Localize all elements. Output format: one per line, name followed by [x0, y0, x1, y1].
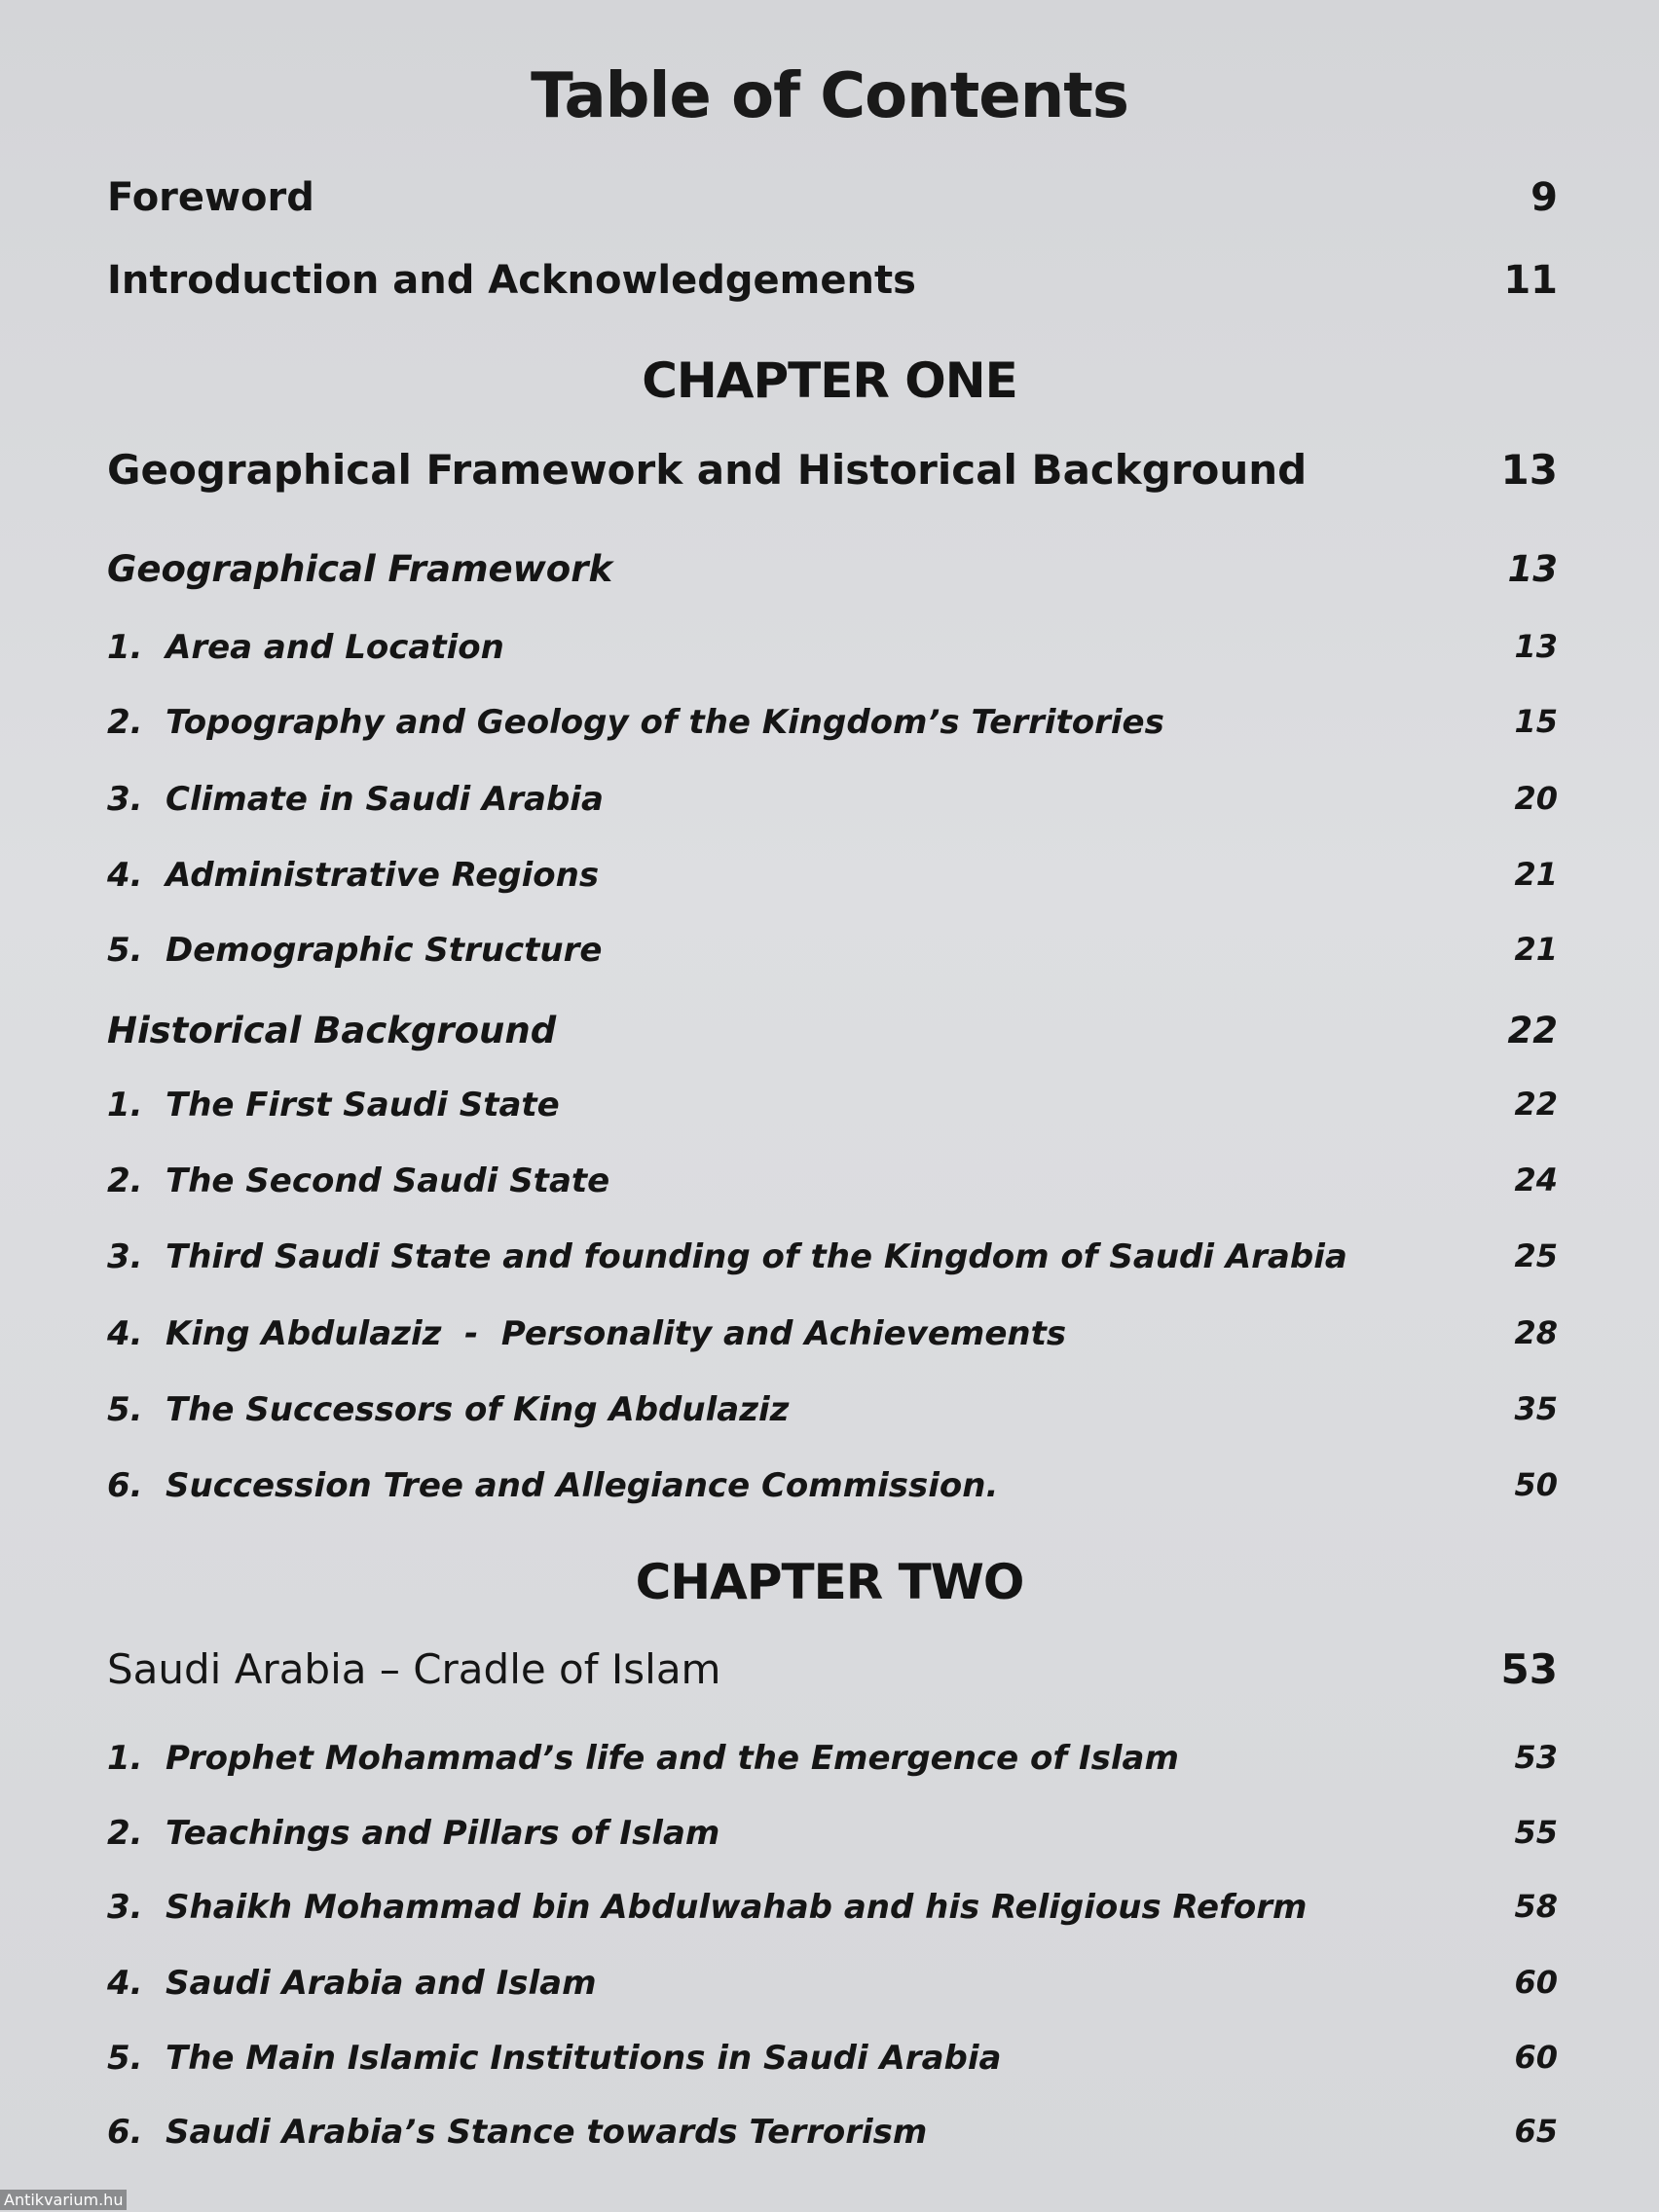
item-label: Saudi Arabia and Islam	[166, 1964, 597, 2003]
item-page: 20	[1514, 780, 1558, 817]
watermark: Antikvarium.hu	[0, 2190, 127, 2210]
item-page: 13	[1514, 628, 1558, 665]
entry-label: Introduction and Acknowledgements	[107, 258, 916, 303]
item-number: 3.	[107, 1888, 143, 1927]
chapter-title	[107, 1645, 1558, 1704]
toc-item	[107, 703, 1558, 761]
item-label: Teachings and Pillars of Islam	[166, 1814, 720, 1853]
item-page: 15	[1514, 703, 1558, 740]
chapter-title	[107, 446, 1558, 504]
chapter-title-page: 13	[1500, 446, 1558, 494]
item-number: 1.	[107, 628, 143, 667]
item-number: 2.	[107, 1814, 143, 1853]
section-page: 13	[1507, 548, 1558, 590]
section-label: Historical Background	[107, 1010, 557, 1051]
item-label: The First Saudi State	[166, 1086, 560, 1124]
entry-page: 11	[1503, 258, 1558, 303]
item-label: Climate in Saudi Arabia	[166, 780, 604, 819]
item-number: 3.	[107, 780, 143, 819]
toc-item	[107, 1814, 1558, 1872]
toc-item	[107, 1237, 1558, 1296]
item-number: 4.	[107, 1314, 143, 1353]
item-label: Topography and Geology of the Kingdom’s Territories	[166, 703, 1164, 742]
item-number: 2.	[107, 703, 143, 742]
item-page: 58	[1514, 1888, 1558, 1925]
item-number: 4.	[107, 856, 143, 895]
item-number: 1.	[107, 1086, 143, 1124]
item-number: 5.	[107, 931, 143, 970]
toc-item	[107, 1086, 1558, 1144]
item-page: 21	[1514, 931, 1558, 968]
item-page: 24	[1514, 1161, 1558, 1198]
page-title: Table of Contents	[531, 60, 1128, 132]
item-page: 60	[1514, 1964, 1558, 2001]
item-page: 60	[1514, 2039, 1558, 2076]
toc-item	[107, 1161, 1558, 1220]
item-page: 65	[1514, 2113, 1558, 2150]
toc-item	[107, 780, 1558, 838]
item-page: 21	[1514, 856, 1558, 893]
item-label: Area and Location	[166, 628, 504, 667]
entry-page: 9	[1530, 175, 1558, 220]
toc-entry-introduction	[107, 258, 1558, 316]
toc-item	[107, 2039, 1558, 2097]
section-label: Geographical Framework	[107, 548, 613, 590]
item-page: 50	[1514, 1466, 1558, 1503]
item-page: 28	[1514, 1314, 1558, 1351]
toc-item	[107, 628, 1558, 686]
item-page: 22	[1514, 1086, 1558, 1123]
item-number: 3.	[107, 1237, 143, 1276]
item-page: 55	[1514, 1814, 1558, 1851]
item-number: 2.	[107, 1161, 143, 1200]
item-number: 5.	[107, 2039, 143, 2078]
toc-item	[107, 1314, 1558, 1373]
toc-item	[107, 931, 1558, 989]
toc-item	[107, 1466, 1558, 1525]
toc-item	[107, 856, 1558, 914]
item-number: 6.	[107, 2113, 143, 2152]
item-number: 1.	[107, 1739, 143, 1778]
chapter-heading: CHAPTER ONE	[642, 352, 1017, 409]
item-number: 6.	[107, 1466, 143, 1505]
chapter-title-page: 53	[1500, 1645, 1558, 1693]
item-label: The Main Islamic Institutions in Saudi Arabia	[166, 2039, 1002, 2078]
item-label: Saudi Arabia’s Stance towards Terrorism	[166, 2113, 928, 2152]
item-label: The Second Saudi State	[166, 1161, 610, 1200]
item-label: Third Saudi State and founding of the Kingdom of Saudi Arabia	[166, 1237, 1347, 1276]
item-label: King Abdulaziz - Personality and Achievements	[166, 1314, 1067, 1353]
chapter-title-label: Geographical Framework and Historical Background	[107, 446, 1308, 494]
toc-entry-foreword	[107, 175, 1558, 234]
toc-item	[107, 1888, 1558, 1946]
toc-item	[107, 1390, 1558, 1449]
item-label: Demographic Structure	[166, 931, 603, 970]
toc-item	[107, 1964, 1558, 2022]
item-label: Prophet Mohammad’s life and the Emergence of Islam	[166, 1739, 1179, 1778]
item-page: 25	[1514, 1237, 1558, 1274]
item-label: Shaikh Mohammad bin Abdulwahab and his Religious Reform	[166, 1888, 1308, 1927]
item-label: Administrative Regions	[166, 856, 600, 895]
item-label: The Successors of King Abdulaziz	[166, 1390, 790, 1429]
section-heading	[107, 548, 1558, 607]
item-number: 4.	[107, 1964, 143, 2003]
section-heading	[107, 1010, 1558, 1068]
section-page: 22	[1507, 1010, 1558, 1051]
item-number: 5.	[107, 1390, 143, 1429]
item-page: 53	[1514, 1739, 1558, 1776]
toc-item	[107, 1739, 1558, 1797]
item-page: 35	[1514, 1390, 1558, 1427]
chapter-heading: CHAPTER TWO	[635, 1554, 1024, 1610]
item-label: Succession Tree and Allegiance Commission.	[166, 1466, 999, 1505]
chapter-title-label: Saudi Arabia – Cradle of Islam	[107, 1645, 721, 1693]
toc-item	[107, 2113, 1558, 2171]
entry-label: Foreword	[107, 175, 314, 220]
